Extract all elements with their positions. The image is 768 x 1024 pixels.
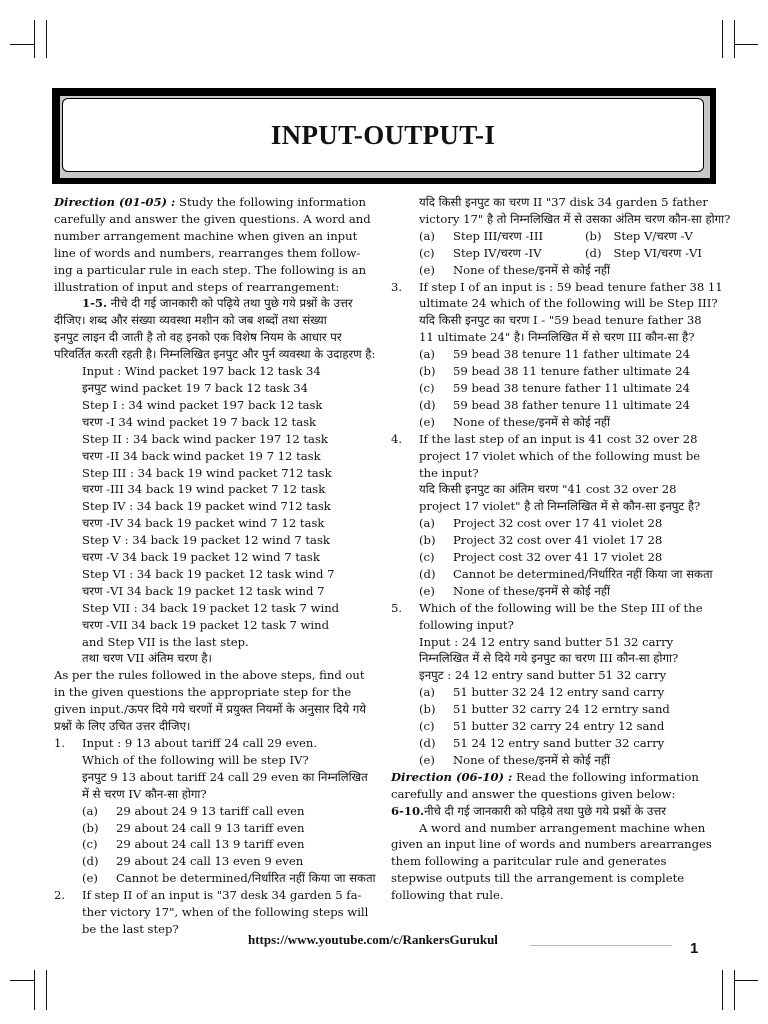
question-number: 5.: [391, 600, 403, 615]
question-text: project 17 violet" है तो निम्नलिखित में से कौन-सा इनपुट है?: [419, 499, 701, 514]
option-e: (e) None of these/इनमें से कोई नहीं: [419, 262, 610, 277]
question-text: में से चरण IV कौन-सा होगा?: [82, 786, 207, 801]
question-text: Which of the following will be the Step III of the: [419, 600, 703, 615]
paragraph-line: A word and number arrangement machine when: [419, 820, 706, 835]
step-line: चरण -VI 34 back 19 packet 12 task wind 7: [82, 583, 325, 598]
rules-line: As per the rules followed in the above steps, find out: [54, 668, 365, 683]
option-d: (d) 29 about 24 call 13 even 9 even: [82, 854, 304, 869]
question-text: If step II of an input is "37 desk 34 garden 5 fa-: [82, 888, 362, 903]
crop-mark: [46, 20, 47, 58]
question-text: Which of the following will be step IV?: [82, 752, 309, 767]
question-2-continued: [391, 194, 731, 228]
question-3: [391, 279, 723, 347]
step-line: Input : Wind packet 197 back 12 task 34: [82, 364, 321, 379]
question-1: [54, 735, 378, 803]
option-b: (b) 59 bead 38 11 tenure father ultimate 24: [419, 364, 690, 379]
option-row: (a) Step III/चरण -III (b) Step V/चरण -V: [419, 228, 693, 243]
title-box: [62, 98, 704, 172]
rules-line: प्रश्नों के लिए उचित उत्तर दीजिए।: [54, 719, 191, 734]
step-line: चरण -II 34 back wind packet 19 7 12 task: [82, 448, 321, 463]
paragraph-line: given an input line of words and numbers arearranges: [391, 837, 712, 852]
crop-mark: [34, 970, 35, 1010]
option-d: (d) Cannot be determined/निर्धारित नहीं किया जा सकता: [419, 566, 713, 581]
right-column: [391, 194, 731, 904]
rules-line: in the given questions the appropriate step for the: [54, 685, 352, 700]
hindi-direction-line: इनपुट लाइन दी जाती है तो वह इनको एक विशेष नियम के आधार पर: [54, 330, 342, 345]
hindi-direction-2: 6-10.नीचे दी गई जानकारी को पढ़िये तथा पुछे गये प्रश्नों के उत्तर: [391, 803, 667, 818]
left-column: [54, 194, 378, 938]
option-e: (e) Cannot be determined/निर्धारित नहीं किया जा सकता: [82, 871, 376, 886]
question-text: ther victory 17", when of the following steps will: [82, 905, 369, 920]
question-text: यदि किसी इनपुट का चरण I - "59 bead tenure father 38: [419, 313, 702, 328]
step-line: तथा चरण VII अंतिम चरण है।: [82, 651, 212, 666]
question-number: 1.: [54, 736, 66, 750]
direction-2: Direction (06-10) : Read the following information: [391, 769, 699, 784]
option-e: (e) None of these/इनमें से कोई नहीं: [419, 414, 610, 429]
step-line: चरण -IV 34 back 19 packet wind 7 12 task: [82, 516, 325, 531]
question-number: 4.: [391, 431, 403, 446]
step-line: Step I : 34 wind packet 197 back 12 task: [82, 397, 323, 412]
step-line: चरण -VII 34 back 19 packet 12 task 7 wind: [82, 617, 330, 632]
step-line: Step III : 34 back 19 wind packet 712 task: [82, 465, 332, 480]
step-line: Step II : 34 back wind packer 197 12 task: [82, 431, 328, 446]
question-text: victory 17" है तो निम्नलिखित में से उसका अंतिम चरण कौन-सा होगा?: [419, 211, 731, 226]
hindi-direction: 1-5. नीचे दी गई जानकारी को पढ़िये तथा पुछे गये प्रश्नों के उत्तर: [82, 296, 353, 311]
hindi-direction-line: परिवर्तित करती रहती है। निम्नलिखित इनपुट और पुर्न व्यवस्था के उदाहरण है:: [54, 347, 376, 362]
question-text: ultimate 24 which of the following will be Step III?: [419, 296, 718, 311]
question-number: 2.: [54, 888, 66, 903]
paragraph-line: following that rule.: [391, 888, 504, 903]
direction-line: carefully and answer the given questions. A word and: [54, 211, 371, 226]
option-e: (e) None of these/इनमें से कोई नहीं: [419, 583, 610, 598]
option-a: (a) 51 butter 32 24 12 entry sand carry: [419, 685, 665, 700]
direction-1: Direction (01-05) : Study the following information: [54, 195, 366, 209]
option-b: (b) 51 butter 32 carry 24 12 erntry sand: [419, 702, 670, 717]
question-text: यदि किसी इनपुट का अंतिम चरण "41 cost 32 over 28: [419, 482, 677, 497]
direction-line: illustration of input and steps of rearrangement:: [54, 279, 340, 294]
crop-mark: [10, 980, 34, 981]
option-d: (d) 59 bead 38 father tenure 11 ultimate 24: [419, 397, 690, 412]
option-a: (a) Project 32 cost over 17 41 violet 28: [419, 516, 663, 531]
page-title: INPUT-OUTPUT-I: [270, 119, 496, 150]
step-line: Step IV : 34 back 19 packet wind 712 task: [82, 499, 331, 514]
option-c: (c) 29 about 24 call 13 9 tariff even: [82, 837, 305, 852]
option-b: (b) Project 32 cost over 41 violet 17 28: [419, 533, 663, 548]
question-2: [54, 887, 378, 938]
question-text: 11 ultimate 24" है। निम्नलिखित में से चरण III कौन-सा है?: [419, 330, 695, 345]
question-text: यदि किसी इनपुट का चरण II "37 disk 34 garden 5 father: [419, 195, 708, 209]
step-line: and Step VII is the last step.: [82, 634, 249, 649]
question-text: be the last step?: [82, 921, 179, 936]
question-text: If step I of an input is : 59 bead tenure father 38 11: [419, 279, 723, 294]
crop-mark: [734, 44, 758, 45]
paragraph-line: them following a paritcular rule and generates: [391, 854, 667, 869]
crop-mark: [34, 20, 35, 58]
step-line: Step VII : 34 back 19 packet 12 task 7 wind: [82, 600, 340, 615]
question-number: 3.: [391, 279, 403, 294]
option-c: (c) 59 bead 38 tenure father 11 ultimate 24: [419, 380, 690, 395]
direction-line: carefully and answer the questions given below:: [391, 786, 676, 801]
footer-url: https://www.youtube.com/c/RankersGurukul: [248, 932, 498, 947]
page-number: 1: [690, 940, 699, 957]
step-line: चरण -I 34 wind packet 19 7 back 12 task: [82, 414, 317, 429]
crop-mark: [722, 970, 723, 1010]
option-d: (d) 51 24 12 entry sand butter 32 carry: [419, 736, 665, 750]
crop-mark: [734, 980, 758, 981]
option-row: (c) Step IV/चरण -IV (d) Step VI/चरण -VI: [419, 245, 702, 260]
question-text: If the last step of an input is 41 cost 32 over 28: [419, 431, 698, 446]
crop-mark: [722, 20, 723, 58]
crop-mark: [734, 970, 735, 1010]
direction-line: number arrangement machine when given an input: [54, 228, 358, 243]
step-line: Step VI : 34 back 19 packet 12 task wind 7: [82, 566, 335, 581]
question-text: Input : 9 13 about tariff 24 call 29 even.: [82, 736, 318, 750]
crop-mark: [46, 970, 47, 1010]
option-b: (b) 29 about 24 call 9 13 tariff even: [82, 820, 305, 835]
step-line: चरण -V 34 back 19 packet 12 wind 7 task: [82, 550, 320, 565]
option-c: (c) Project cost 32 over 41 17 violet 28: [419, 550, 663, 565]
question-5: [391, 600, 717, 685]
step-line: चरण -III 34 back 19 wind packet 7 12 task: [82, 482, 326, 497]
question-text: Input : 24 12 entry sand butter 51 32 carry: [419, 634, 674, 649]
direction-line: ing a particular rule in each step. The following is an: [54, 262, 367, 277]
rules-line: given input./ऊपर दिये गये चरणों में प्रयुक्त नियमों के अनुसार दिये गये: [54, 702, 367, 717]
option-a: (a) 29 about 24 9 13 tariff call even: [82, 803, 305, 818]
step-line: इनपुट wind packet 19 7 back 12 task 34: [82, 380, 308, 395]
crop-mark: [734, 20, 735, 58]
paragraph-line: stepwise outputs till the arrangement is complete: [391, 871, 685, 886]
option-a: (a) 59 bead 38 tenure 11 father ultimate 24: [419, 347, 690, 362]
direction-line: line of words and numbers, rearranges them follow-: [54, 245, 361, 260]
option-e: (e) None of these/इनमें से कोई नहीं: [419, 752, 610, 767]
question-text: the input?: [419, 465, 479, 480]
crop-mark: [10, 44, 34, 45]
question-text: project 17 violet which of the following must be: [419, 448, 701, 463]
option-c: (c) 51 butter 32 carry 24 entry 12 sand: [419, 719, 665, 734]
question-text: इनपुट 9 13 about tariff 24 call 29 even का निम्नलिखित: [82, 769, 368, 784]
step-line: Step V : 34 back 19 packet 12 wind 7 task: [82, 533, 330, 548]
footer-divider: [530, 945, 672, 946]
question-text: इनपुट : 24 12 entry sand butter 51 32 carry: [419, 668, 667, 683]
question-text: following input?: [419, 617, 514, 632]
hindi-direction-line: दीजिए। शब्द और संख्या व्यवस्था मशीन को जब शब्दों तथा संख्या: [54, 313, 327, 328]
question-text: निम्नलिखित में से दिये गये इनपुट का चरण III कौन-सा होगा?: [419, 651, 679, 666]
question-4: [391, 431, 717, 516]
